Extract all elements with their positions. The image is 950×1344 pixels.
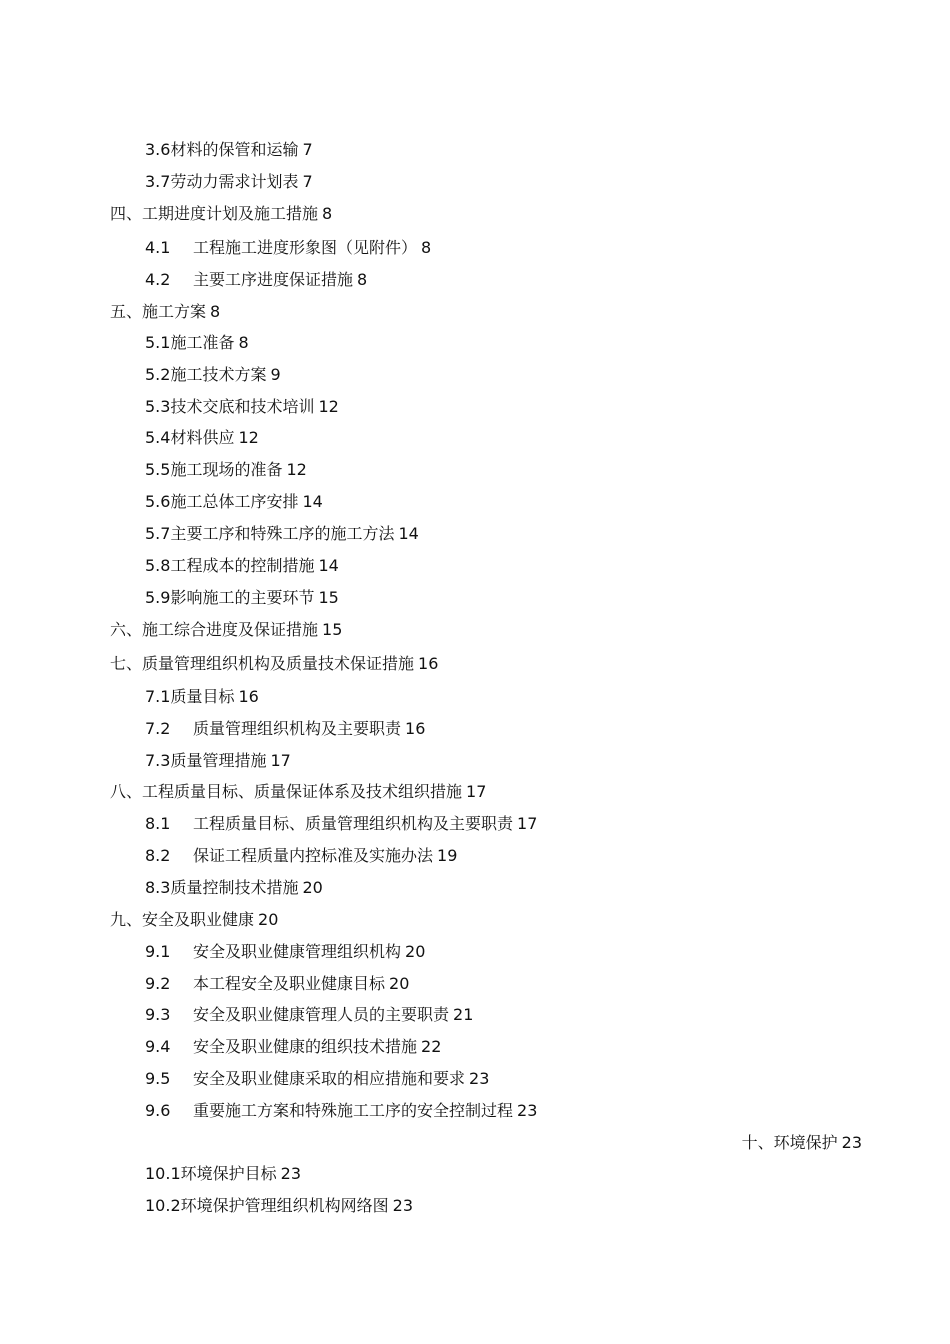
- toc-title: 本工程安全及职业健康目标: [193, 974, 386, 993]
- toc-title: 材料供应: [170, 428, 235, 447]
- toc-number: 九、: [110, 910, 143, 929]
- toc-entry-3-7[interactable]: [145, 172, 313, 192]
- toc-title: 工程质量目标、质量保证体系及技术组织措施: [142, 782, 463, 801]
- toc-number: 3.6: [145, 140, 171, 159]
- toc-title: 安全及职业健康的组织技术措施: [193, 1037, 418, 1056]
- toc-page: 8: [357, 270, 368, 289]
- toc-title: 环境保护: [773, 1133, 838, 1152]
- toc-number: 7.2: [145, 719, 171, 738]
- toc-entry-5-5[interactable]: [145, 460, 307, 480]
- toc-title: 质量管理措施: [170, 751, 267, 770]
- toc-number: 8.2: [145, 846, 171, 865]
- toc-entry-8-3[interactable]: [145, 878, 323, 898]
- toc-number: 3.7: [145, 172, 171, 191]
- toc-page: 23: [280, 1164, 301, 1183]
- toc-number: 5.9: [145, 588, 171, 607]
- toc-title: 安全及职业健康采取的相应措施和要求: [193, 1069, 466, 1088]
- toc-number: 8.1: [145, 814, 171, 833]
- toc-page: 17: [270, 751, 291, 770]
- toc-entry-9-2[interactable]: [145, 974, 409, 994]
- toc-entry-5-4[interactable]: [145, 428, 259, 448]
- toc-page: 15: [322, 620, 343, 639]
- toc-page: 16: [405, 719, 426, 738]
- toc-entry-4-1[interactable]: [145, 238, 431, 258]
- toc-entry-7-3[interactable]: [145, 751, 291, 771]
- toc-entry-3-6[interactable]: [145, 140, 313, 160]
- toc-page: 23: [392, 1196, 413, 1215]
- toc-number: 5.5: [145, 460, 171, 479]
- toc-title: 质量管理组织机构及质量技术保证措施: [142, 654, 415, 673]
- toc-entry-section-4[interactable]: [110, 204, 332, 224]
- toc-title: 施工方案: [142, 302, 207, 321]
- toc-page: 23: [841, 1133, 862, 1152]
- toc-page: 17: [466, 782, 487, 801]
- toc-entry-9-3[interactable]: [145, 1005, 473, 1025]
- toc-title: 保证工程质量内控标准及实施办法: [193, 846, 434, 865]
- toc-entry-5-9[interactable]: [145, 588, 339, 608]
- toc-page: 16: [418, 654, 439, 673]
- toc-entry-8-1[interactable]: [145, 814, 537, 834]
- toc-number: 十、: [741, 1133, 774, 1152]
- toc-page: 19: [437, 846, 458, 865]
- toc-title: 工程成本的控制措施: [170, 556, 315, 575]
- toc-number: 10.1: [145, 1164, 181, 1183]
- toc-number: 9.6: [145, 1101, 171, 1120]
- toc-page: 21: [453, 1005, 474, 1024]
- toc-entry-5-1[interactable]: [145, 333, 249, 353]
- toc-number: 5.2: [145, 365, 171, 384]
- toc-page: 15: [318, 588, 339, 607]
- toc-title: 主要工序进度保证措施: [193, 270, 354, 289]
- toc-number: 7.1: [145, 687, 171, 706]
- toc-title: 施工技术方案: [170, 365, 267, 384]
- toc-title: 质量控制技术措施: [170, 878, 299, 897]
- toc-entry-5-2[interactable]: [145, 365, 281, 385]
- toc-title: 影响施工的主要环节: [170, 588, 315, 607]
- toc-number: 5.6: [145, 492, 171, 511]
- toc-title: 技术交底和技术培训: [170, 397, 315, 416]
- toc-title: 工程质量目标、质量管理组织机构及主要职责: [193, 814, 514, 833]
- toc-page: 20: [405, 942, 426, 961]
- toc-title: 主要工序和特殊工序的施工方法: [170, 524, 395, 543]
- toc-title: 安全及职业健康管理组织机构: [193, 942, 402, 961]
- toc-entry-9-4[interactable]: [145, 1037, 441, 1057]
- toc-title: 施工现场的准备: [170, 460, 283, 479]
- toc-entry-9-1[interactable]: [145, 942, 425, 962]
- toc-number: 八、: [110, 782, 143, 801]
- toc-page: 12: [238, 428, 259, 447]
- toc-entry-section-9[interactable]: [110, 910, 278, 930]
- toc-entry-9-6[interactable]: [145, 1101, 537, 1121]
- toc-number: 五、: [110, 302, 143, 321]
- toc-page: 7: [302, 140, 313, 159]
- toc-title: 施工准备: [170, 333, 235, 352]
- toc-page: 17: [517, 814, 538, 833]
- toc-title: 重要施工方案和特殊施工工序的安全控制过程: [193, 1101, 514, 1120]
- toc-entry-5-7[interactable]: [145, 524, 419, 544]
- toc-entry-section-5[interactable]: [110, 302, 220, 322]
- toc-number: 5.1: [145, 333, 171, 352]
- toc-title: 施工总体工序安排: [170, 492, 299, 511]
- toc-title: 施工综合进度及保证措施: [142, 620, 319, 639]
- toc-number: 四、: [110, 204, 143, 223]
- toc-page: 8: [322, 204, 333, 223]
- toc-entry-8-2[interactable]: [145, 846, 457, 866]
- toc-title: 安全及职业健康管理人员的主要职责: [193, 1005, 450, 1024]
- toc-title: 安全及职业健康: [142, 910, 255, 929]
- toc-number: 七、: [110, 654, 143, 673]
- toc-entry-section-10[interactable]: [742, 1133, 862, 1153]
- toc-page: 22: [421, 1037, 442, 1056]
- toc-number: 9.4: [145, 1037, 171, 1056]
- toc-title: 工期进度计划及施工措施: [142, 204, 319, 223]
- toc-entry-section-6[interactable]: [110, 620, 342, 640]
- toc-entry-10-1[interactable]: [145, 1164, 301, 1184]
- toc-page: 20: [302, 878, 323, 897]
- toc-number: 10.2: [145, 1196, 181, 1215]
- toc-entry-5-8[interactable]: [145, 556, 339, 576]
- toc-number: 5.3: [145, 397, 171, 416]
- toc-number: 9.3: [145, 1005, 171, 1024]
- toc-title: 质量目标: [170, 687, 235, 706]
- toc-entry-7-2[interactable]: [145, 719, 425, 739]
- toc-title: 工程施工进度形象图（见附件）: [193, 238, 418, 257]
- toc-title: 劳动力需求计划表: [170, 172, 299, 191]
- toc-page: 14: [398, 524, 419, 543]
- toc-page: 8: [210, 302, 221, 321]
- toc-entry-5-6[interactable]: [145, 492, 323, 512]
- toc-number: 7.3: [145, 751, 171, 770]
- toc-number: 4.2: [145, 270, 171, 289]
- toc-entry-4-2[interactable]: [145, 270, 367, 290]
- toc-number: 9.1: [145, 942, 171, 961]
- toc-page: 14: [318, 556, 339, 575]
- toc-entry-7-1[interactable]: [145, 687, 259, 707]
- toc-page: 7: [302, 172, 313, 191]
- toc-number: 5.8: [145, 556, 171, 575]
- toc-entry-section-8[interactable]: [110, 782, 486, 802]
- toc-page: 16: [238, 687, 259, 706]
- toc-number: 5.7: [145, 524, 171, 543]
- toc-number: 8.3: [145, 878, 171, 897]
- toc-number: 4.1: [145, 238, 171, 257]
- toc-page: 12: [286, 460, 307, 479]
- toc-title: 环境保护管理组织机构网络图: [180, 1196, 389, 1215]
- toc-page: 20: [389, 974, 410, 993]
- toc-number: 5.4: [145, 428, 171, 447]
- toc-page: 12: [318, 397, 339, 416]
- toc-page: 8: [238, 333, 249, 352]
- toc-entry-9-5[interactable]: [145, 1069, 489, 1089]
- toc-title: 材料的保管和运输: [170, 140, 299, 159]
- toc-page: 14: [302, 492, 323, 511]
- toc-page: 23: [517, 1101, 538, 1120]
- toc-number: 9.5: [145, 1069, 171, 1088]
- toc-number: 9.2: [145, 974, 171, 993]
- toc-page: 8: [421, 238, 432, 257]
- toc-entry-section-7[interactable]: [110, 654, 438, 674]
- toc-number: 六、: [110, 620, 143, 639]
- toc-entry-10-2[interactable]: [145, 1196, 413, 1216]
- toc-page: 20: [258, 910, 279, 929]
- toc-page: 9: [270, 365, 281, 384]
- toc-entry-5-3[interactable]: [145, 397, 339, 417]
- toc-title: 质量管理组织机构及主要职责: [193, 719, 402, 738]
- toc-title: 环境保护目标: [180, 1164, 277, 1183]
- toc-page: 23: [469, 1069, 490, 1088]
